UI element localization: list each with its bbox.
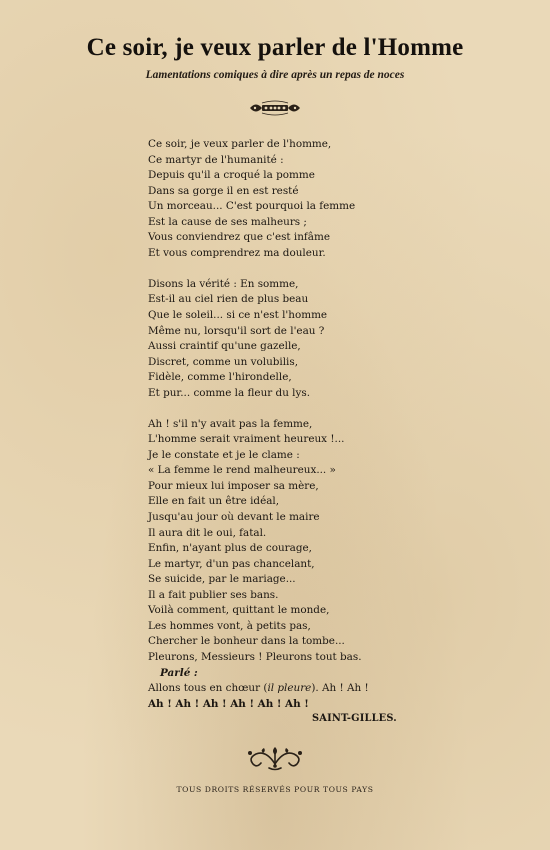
author-signature: SAINT-GILLES.: [312, 713, 397, 724]
decorative-rule-ornament-icon: [248, 100, 302, 116]
poem-line: Dans sa gorge il en est resté: [148, 184, 299, 197]
spoken-line: [148, 681, 428, 697]
stanza-1: [148, 137, 428, 261]
poem-line: Même nu, lorsqu'il sort de l'eau ?: [148, 324, 325, 337]
stanza-2: [148, 277, 428, 401]
poem-line: Est la cause de ses malheurs ;: [148, 215, 307, 228]
poem-line: Et vous comprendrez ma douleur.: [148, 246, 326, 259]
spoken-line-start: Allons tous en chœur (: [148, 682, 268, 695]
poem-line: Chercher le bonheur dans la tombe...: [148, 635, 345, 648]
poem-line: Que le soleil... si ce n'est l'homme: [148, 308, 328, 321]
poem-line: Les hommes vont, à petits pas,: [148, 619, 311, 632]
poem-line: Jusqu'au jour où devant le maire: [148, 511, 320, 524]
poem-line: Se suicide, par le mariage...: [148, 573, 296, 586]
poem-line: Pleurons, Messieurs ! Pleurons tout bas.: [148, 650, 362, 663]
poem-line: Fidèle, comme l'hirondelle,: [148, 371, 292, 384]
poem-line: L'homme serait vraiment heureux !...: [148, 433, 345, 446]
poem-line: Et pur... comme la fleur du lys.: [148, 386, 311, 399]
floral-vignette-ornament-icon: [244, 744, 306, 772]
spoken-label: Parlé :: [160, 666, 198, 679]
poem-line: Pour mieux lui imposer sa mère,: [148, 479, 319, 492]
poem-line: Je le constate et je le clame :: [148, 448, 300, 461]
poem-line: Est-il au ciel rien de plus beau: [148, 293, 309, 306]
rights-notice: TOUS DROITS RÉSERVÉS POUR TOUS PAYS: [176, 785, 374, 794]
poem-line: Il a fait publier ses bans.: [148, 588, 279, 601]
poem-line: Un morceau... C'est pourquoi la femme: [148, 200, 356, 213]
poem-body: [148, 137, 428, 712]
poem-line: Ce martyr de l'humanité :: [148, 153, 284, 166]
song-title: Ce soir, je veux parler de l'Homme: [86, 34, 464, 61]
poem-line: Vous conviendrez que c'est infâme: [148, 231, 330, 244]
stage-direction: il pleure: [267, 682, 312, 695]
song-subtitle: Lamentations comiques à dire après un repas de noces: [145, 69, 405, 81]
poem-line: Il aura dit le oui, fatal.: [148, 526, 267, 539]
spoken-line-end: ). Ah ! Ah !: [311, 682, 369, 695]
final-line: Ah ! Ah ! Ah ! Ah ! Ah ! Ah !: [148, 697, 309, 710]
poem-line: « La femme le rend malheureux... »: [148, 464, 336, 477]
poem-line: Le martyr, d'un pas chancelant,: [148, 557, 315, 570]
poem-line: Enfin, n'ayant plus de courage,: [148, 542, 312, 555]
poem-line: Ah ! s'il n'y avait pas la femme,: [148, 417, 313, 430]
stanza-3: [148, 417, 428, 712]
poem-line: Discret, comme un volubilis,: [148, 355, 299, 368]
poem-line: Depuis qu'il a croqué la pomme: [148, 169, 315, 182]
poem-line: Ce soir, je veux parler de l'homme,: [148, 138, 332, 150]
poem-line: Aussi craintif qu'une gazelle,: [148, 340, 301, 353]
poem-line: Voilà comment, quittant le monde,: [148, 604, 330, 617]
poem-line: Disons la vérité : En somme,: [148, 277, 299, 290]
poem-line: Elle en fait un être idéal,: [148, 495, 280, 508]
